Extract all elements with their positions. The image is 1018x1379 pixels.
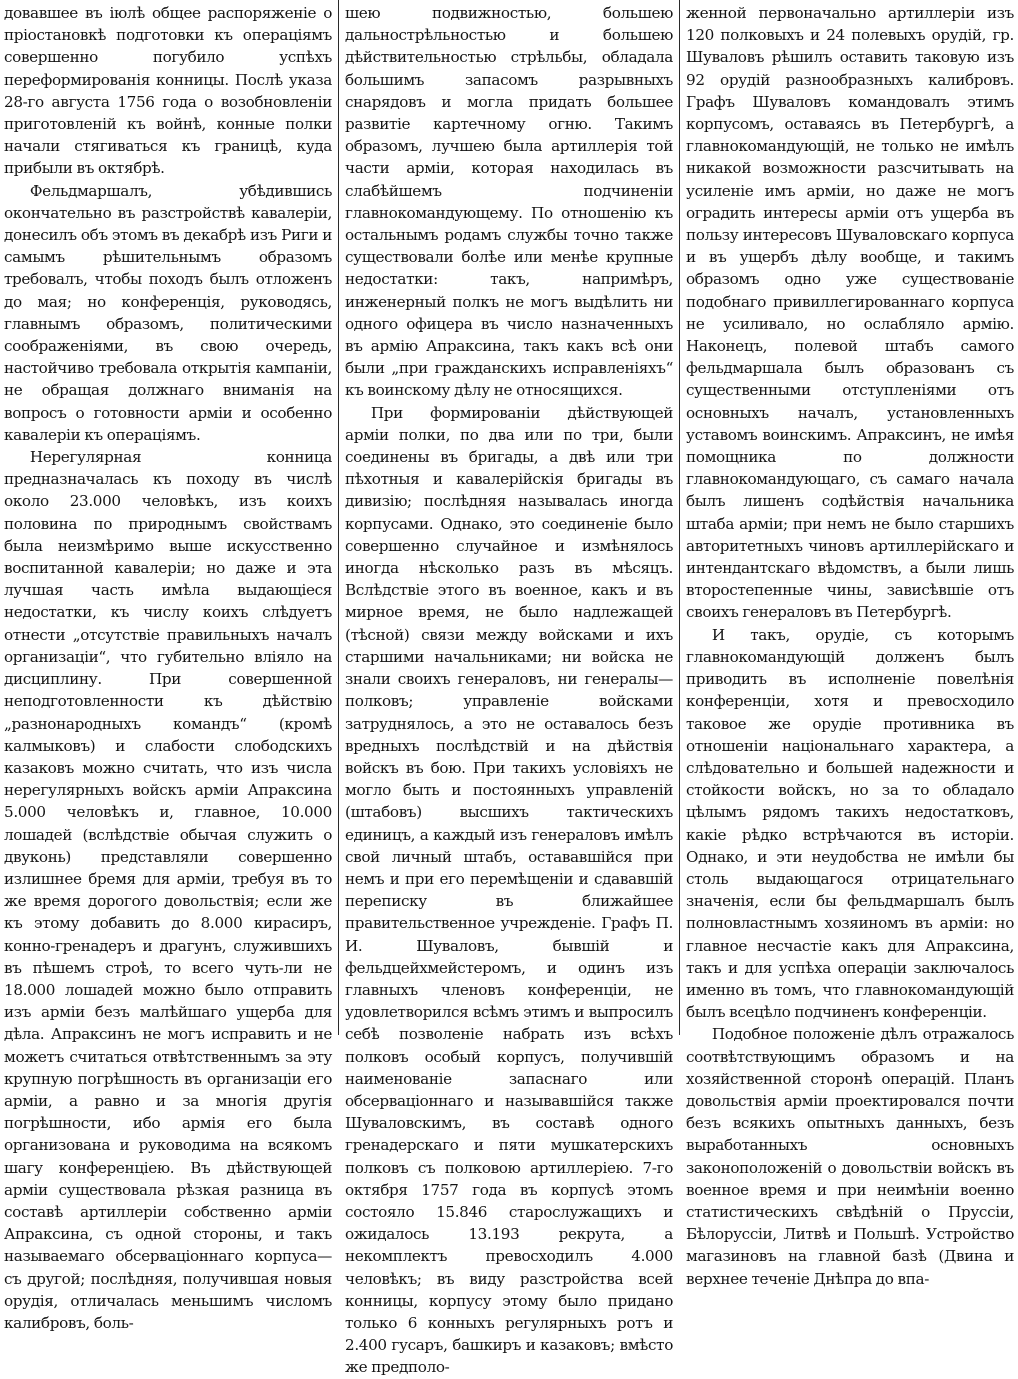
column-divider <box>338 0 339 1035</box>
paragraph: При формированіи дѣйствующей арміи полки, по два или по три, были соединены въ бригады, а двѣ или три пѣхотныя и кавалерійскія бригады въ дивизію; послѣдняя называлась иногда корпусами. Однако, это соединеніе было совершенно случайное и измѣнялось иногда нѣсколько разъ въ мѣсяцъ. Вслѣдствіе этого въ военное, какъ и въ мирное время, не было надлежащей (тѣсной) связи между войсками и ихъ старшими начальниками; ни войска не знали своихъ генераловъ, ни генералы—полковъ; управленіе войсками затруднялось, а это не оставалось безъ вредныхъ послѣдствій и на дѣйствія войскъ въ бою. При такихъ условіяхъ не могло быть и постоянныхъ управленій (штабовъ) высшихъ тактическихъ единицъ, а каждый изъ генераловъ имѣлъ свой личный штабъ, остававшійся при немъ и при его перемѣщеніи и сдававшій переписку въ ближайшее правительственное учрежденіе. Графъ П. И. Шуваловъ, бывшій и фельдцейхмейстеромъ, и одинъ изъ главныхъ членовъ конференціи, не удовлетворился всѣмъ этимъ и выпросилъ себѣ позволеніе набрать изъ всѣхъ полковъ особый корпусъ, получившій наименованіе запаснаго или обсерваціоннаго и называвшійся также Шуваловскимъ, въ составѣ одного гренадерскаго и пяти мушкатерскихъ полковъ съ полковою артиллеріею. 7-го октября 1757 года въ корпусѣ этомъ состояло 15.846 старослужащихъ и ожидалось 13.193 рекрута, а некомплектъ превосходилъ 4.000 человѣкъ; въ виду разстройства всей конницы, корпусу этому было придано только 6 конныхъ регулярныхъ ротъ и 2.400 гусаръ, башкиръ и казаковъ; вмѣсто же предполо- <box>345 403 673 1377</box>
paragraph: довавшее въ іюлѣ общее распоряженіе о пріостановкѣ подготовки къ операціямъ совершенно погубило успѣхъ переформированія конницы. Послѣ указа 28-го августа 1756 года о возобновленіи приготовленій къ войнѣ, конные полки начали стягиваться къ границѣ, куда прибыли въ октябрѣ. <box>4 4 332 178</box>
paragraph: И такъ, орудіе, съ которымъ главнокомандующій долженъ былъ приводить въ исполненіе повелѣнія конференціи, хотя и превосходило таковое же орудіе противника въ отношеніи національнаго характера, а слѣдовательно и большей надежности и стойкости войскъ, но за то обладало цѣлымъ рядомъ такихъ недостатковъ, какіе рѣдко встрѣчаются въ исторіи. Однако, и эти неудобства не имѣли бы столь выдающагося отрицательнаго значенія, если бы фельдмаршалъ былъ полновластнымъ хозяиномъ въ арміи: но главное несчастіе какъ для Апраксина, такъ и для успѣха операціи заключалось именно въ томъ, что главнокомандующій былъ всецѣло подчиненъ конференціи. <box>686 625 1014 1022</box>
text-column-3 <box>686 2 1014 1288</box>
paragraph: женной первоначально артиллеріи изъ 120 полковыхъ и 24 полевыхъ орудій, гр. Шуваловъ рѣшилъ оставить таковую изъ 92 орудій разнообразныхъ калибровъ. Графъ Шуваловъ командовалъ этимъ корпусомъ, оставаясь въ Петербургѣ, а главнокомандующій, не только не имѣлъ никакой возможности разсчитывать на усиленіе имъ арміи, но даже не могъ оградить интересы арміи отъ ущерба въ пользу интересовъ Шуваловскаго корпуса и въ ущербъ дѣлу вообще, и такимъ образомъ одно уже существованіе подобнаго привиллегированнаго корпуса не усиливало, но ослабляло армію. Наконецъ, полевой штабъ самого фельдмаршала былъ образованъ съ существенными отступленіями отъ основныхъ началъ, установленныхъ уставомъ воинскимъ. Апраксинъ, не имѣя помощника по должности главнокомандующаго, съ самаго начала былъ лишенъ содѣйствія начальника штаба арміи; при немъ не было старшихъ авторитетныхъ чиновъ артиллерійскаго и интендантскаго вѣдомствъ, а были лишь второстепенные чины, зависѣвшіе отъ своихъ генераловъ въ Петербургѣ. <box>686 4 1014 622</box>
text-column-2 <box>345 2 673 1377</box>
text-column-1 <box>4 2 332 1332</box>
paragraph: Подобное положеніе дѣлъ отражалось соотвѣтствующимъ образомъ и на хозяйственной сторонѣ операцій. Планъ довольствія арміи проектировался почти безъ всякихъ опытныхъ данныхъ, безъ выработанныхъ основныхъ законоположеній о довольствіи войскъ въ военное время и при неимѣніи военно статистическихъ свѣдѣній о Пруссіи, Бѣлоруссіи, Литвѣ и Польшѣ. Устройство магазиновъ на главной базѣ (Двина и верхнее теченіе Днѣпра до впа- <box>686 1025 1014 1288</box>
paragraph: Фельдмаршалъ, убѣдившись окончательно въ разстройствѣ кавалеріи, донесилъ объ этомъ въ декабрѣ изъ Риги и самымъ рѣшительнымъ образомъ требовалъ, чтобы походъ былъ отложенъ до мая; но конференція, руководясь, главнымъ образомъ, политическими соображеніями, въ свою очередь, настойчиво требовала открытія кампаніи, не обращая должнаго вниманія на вопросъ о готовности арміи и особенно кавалеріи къ операціямъ. <box>4 181 332 444</box>
paragraph: шею подвижностью, большею дальнострѣльностью и большею дѣйствительностью стрѣльбы, обладала большимъ запасомъ разрывныхъ снарядовъ и могла придать большее развитіе картечному огню. Такимъ образомъ, лучшею была артиллерія той части арміи, которая находилась въ слабѣйшемъ подчиненіи главнокомандующему. По отношенію къ остальнымъ родамъ службы точно также существовали болѣе или менѣе крупные недостатки: такъ, напримѣръ, инженерный полкъ не могъ выдѣлить ни одного офицера въ число назначенныхъ въ армію Апраксина, такъ какъ всѣ они были „при гражданскихъ исправленіяхъ“ къ воинскому дѣлу не относящихся. <box>345 4 673 400</box>
paragraph: Нерегулярная конница предназначалась къ походу въ числѣ около 23.000 человѣкъ, изъ коихъ половина по природнымъ свойствамъ была неизмѣримо выше искусственно воспитанной кавалеріи; но даже и эта лучшая часть имѣла выдающіеся недостатки, къ числу коихъ слѣдуетъ отнести „отсутствіе правильныхъ началъ организаціи“, что губительно вліяло на дисциплину. При совершенной неподготовленности къ дѣйствію „разнонародныхъ командъ“ (кромѣ калмыковъ) и слабости слободскихъ казаковъ можно считать, что изъ числа нерегулярныхъ войскъ арміи Апраксина 5.000 человѣкъ и, главное, 10.000 лошадей (вслѣдствіе обычая служить о двуконь) представляли совершенно излишнее бремя для арміи, требуя въ то же время дорогого довольствія; если же къ этому добавить до 8.000 кирасиръ, конно-гренадеръ и драгунъ, служившихъ въ пѣшемъ строѣ, то всего чуть-ли не 18.000 лошадей можно было отправить изъ арміи безъ малѣйшаго ущерба для дѣла. Апраксинъ не могъ исправить и не можетъ считаться отвѣтственнымъ за эту крупную погрѣшность въ организаціи его арміи, а равно и за многія другія погрѣшности, ибо армія его была организована и руководима на всякомъ шагу конференціею. Въ дѣйствующей арміи существовала рѣзкая разница въ составѣ артиллеріи собственно арміи Апраксина, съ одной стороны, и такъ называемаго обсерваціоннаго корпуса—съ другой; послѣдняя, получившая новыя орудія, отличалась меньшимъ числомъ калибровъ, боль- <box>4 448 332 1332</box>
column-divider <box>679 0 680 1035</box>
